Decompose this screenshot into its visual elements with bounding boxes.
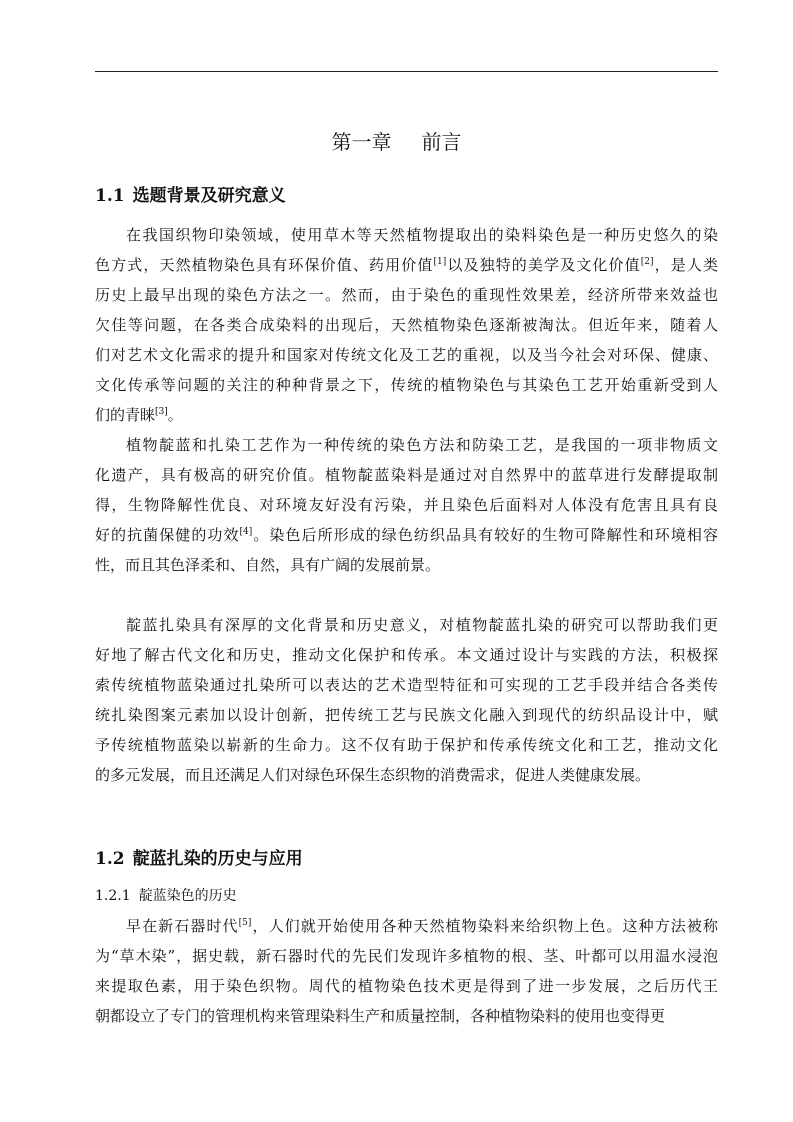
subsection-heading-1-2-1 — [95, 885, 237, 907]
text-segment: 色方式，天然植物染色具有环保价值、药用价值 — [95, 256, 434, 274]
text-line: 的多元发展，而且还满足人们对绿色环保生态织物的消费需求，促进人类健康发展。 — [95, 766, 651, 784]
chapter-title — [0, 126, 793, 155]
text-segment: ，人们就开始使用各种天然植物染料来给织物上色。这种方法被称 — [251, 917, 718, 935]
text-line: 植物靛蓝和扎染工艺作为一种传统的染色方法和防染工艺，是我国的一项非物质文 — [126, 436, 718, 454]
citation-ref: [5] — [238, 918, 252, 928]
subsection-number: 1.2.1 — [95, 888, 131, 904]
section-title: 靛蓝扎染的历史与应用 — [132, 849, 303, 869]
text-line: 朝都设立了专门的管理机构来管理染料生产和质量控制，各种植物染料的使用也变得更 — [95, 1007, 666, 1025]
text-line — [95, 250, 718, 280]
chapter-name: 前言 — [421, 130, 462, 154]
text-line — [95, 520, 718, 550]
section-heading-1-2 — [95, 847, 303, 871]
paragraph — [95, 911, 718, 1031]
text-line: 化遗产，具有极高的研究价值。植物靛蓝染料是通过对自然界中的蓝草进行发酵提取制 — [95, 466, 718, 484]
section-title: 选题背景及研究意义 — [132, 186, 286, 206]
text-line: 予传统植物蓝染以崭新的生命力。这不仅有助于保护和传承传统文化和工艺，推动文化 — [95, 736, 718, 754]
header-rule — [95, 71, 718, 72]
text-segment: 以及独特的美学及文化价值 — [446, 256, 641, 274]
text-segment: 。染色后所形成的绿色纺织品具有较好的生物可降解性和环境相容 — [252, 526, 718, 544]
text-line — [95, 911, 718, 941]
text-line: 文化传承等问题的关注的种种背景之下，传统的植物染色与其染色工艺开始重新受到人 — [95, 376, 718, 394]
text-line: 靛蓝扎染具有深厚的文化背景和历史意义，对植物靛蓝扎染的研究可以帮助我们更 — [126, 616, 718, 634]
citation-ref: [3] — [155, 407, 168, 417]
text-segment: ，是人类 — [653, 256, 718, 274]
text-segment: 好的抗菌保健的功效 — [95, 526, 240, 544]
text-line: 在我国织物印染领域，使用草木等天然植物提取出的染料染色是一种历史悠久的染 — [126, 226, 718, 244]
citation-ref: [4] — [239, 527, 253, 537]
text-line: 欠佳等问题，在各类合成染料的出现后，天然植物染色逐渐被淘汰。但近年来，随着人 — [95, 316, 718, 334]
paragraph — [95, 220, 718, 430]
text-line: 历史上最早出现的染色方法之一。然而，由于染色的重现性效果差，经济所带来效益也 — [95, 286, 718, 304]
text-segment: 早在新石器时代 — [126, 917, 239, 935]
text-segment: 们的青睐 — [95, 406, 156, 424]
text-line: 来提取色素，用于染色织物。周代的植物染色技术更是得到了进一步发展，之后历代王 — [95, 977, 718, 995]
section-heading-1-1 — [95, 184, 286, 208]
paragraph — [95, 610, 718, 790]
citation-ref: [1] — [433, 257, 447, 267]
subsection-title: 靛蓝染色的历史 — [138, 888, 237, 904]
text-line — [95, 400, 718, 430]
text-line: 统扎染图案元素加以设计创新，把传统工艺与民族文化融入到现代的纺织品设计中，赋 — [95, 706, 718, 724]
section-number: 1.2 — [95, 849, 125, 869]
text-line: 得，生物降解性优良、对环境友好没有污染，并且染色后面料对人体没有危害且具有良 — [95, 496, 718, 514]
citation-ref: [2] — [640, 257, 654, 267]
text-line: 们对艺术文化需求的提升和国家对传统文化及工艺的重视，以及当今社会对环保、健康、 — [95, 346, 718, 364]
text-line: 为“草木染”，据史载，新石器时代的先民们发现许多植物的根、茎、叶都可以用温水浸泡 — [95, 947, 718, 965]
paragraph — [95, 430, 718, 580]
chapter-number: 第一章 — [331, 130, 392, 154]
text-line: 好地了解古代文化和历史，推动文化保护和传承。本文通过设计与实践的方法，积极探 — [95, 646, 718, 664]
text-segment: 。 — [167, 406, 183, 424]
section-number: 1.1 — [95, 186, 125, 206]
text-line: 索传统植物蓝染通过扎染所可以表达的艺术造型特征和可实现的工艺手段并结合各类传 — [95, 676, 718, 694]
text-line: 性，而且其色泽柔和、自然，具有广阔的发展前景。 — [95, 556, 441, 574]
